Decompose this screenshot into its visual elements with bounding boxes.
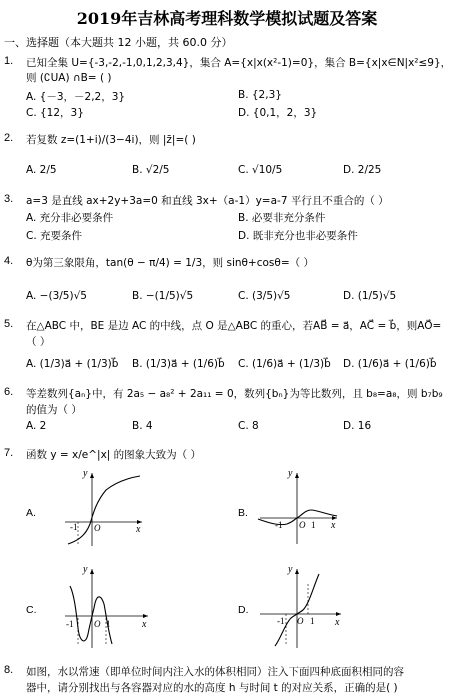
y-axis-arrow (295, 473, 299, 478)
origin-label: O (297, 616, 304, 626)
y-label: y (288, 564, 293, 575)
option-d: D. 16 (343, 420, 372, 432)
y-axis-arrow (295, 569, 299, 574)
question-text: 等差数列{aₙ}中，有 2a₅ − a₈² + 2a₁₁ = 0，数列{bₙ}为等比数列，且 b₈=a₈，则 b₇b₉ (26, 388, 443, 400)
option-c: C. 充要条件 (26, 230, 83, 242)
option-a: A. 2 (26, 420, 47, 432)
x-axis-arrow (143, 614, 148, 618)
option-d: D. (1/5)√5 (343, 290, 397, 302)
y-label: y (288, 468, 293, 479)
question-number: 2. (4, 132, 14, 144)
graph-option-c (60, 564, 155, 654)
tick-one: 1 (310, 616, 315, 626)
option-c: C. (26, 604, 37, 616)
option-d: D. (1/6)a⃗ + (1/6)b⃗ (343, 358, 437, 370)
graph-option-b (255, 468, 345, 548)
section-heading: 一、选择题（本大题共 12 小题，共 60.0 分） (4, 36, 233, 49)
option-d: D. {0,1，2，3} (238, 107, 318, 119)
option-b: B. 4 (132, 420, 153, 432)
function-curve (70, 586, 112, 644)
y-label: y (83, 564, 88, 575)
y-label: y (83, 468, 88, 479)
option-c: C. {12，3} (26, 107, 84, 119)
option-b: B. (1/3)a⃗ + (1/6)b⃗ (132, 358, 225, 370)
question-number: 3. (4, 193, 14, 205)
y-axis-arrow (90, 473, 94, 478)
question-text: 已知全集 U={-3,-2,-1,0,1,2,3,4}，集合 A={x|x(x²-1)=0}，集合 B={x|x∈N|x²≤9}， (26, 57, 452, 69)
option-b: B. √2/5 (132, 164, 170, 176)
option-c: C. 8 (238, 420, 259, 432)
option-c: C. (1/6)a⃗ + (1/3)b⃗ (238, 358, 331, 370)
question-text: 器中，请分别找出与各容器对应的水的高度 h 与时间 t 的对应关系，正确的是( ) (26, 682, 398, 694)
question-text: （ ） (26, 336, 51, 348)
question-text: 如图，水以常速（即单位时间内注入水的体积相同）注入下面四种底面积相同的容 (26, 666, 404, 678)
question-text: a=3 是直线 ax+2y+3a=0 和直线 3x+（a-1）y=a-7 平行且不重合的（ ） (26, 195, 389, 207)
origin-label: O (94, 523, 101, 533)
option-b: B. {2,3} (238, 89, 282, 101)
page-title: 2019年吉林高考理科数学模拟试题及答案 (76, 9, 378, 28)
tick-minus-one: -1 (70, 522, 78, 532)
question-text: 若复数 z=(1+i)/(3−4i)，则 |z̄|=( ) (26, 134, 196, 146)
question-number: 6. (4, 386, 14, 398)
origin-label: O (94, 619, 101, 629)
x-axis-arrow (336, 612, 341, 616)
question-text: 则 (∁UA) ∩B= ( ) (26, 72, 112, 84)
x-label: x (331, 520, 336, 531)
question-text: 的值为（ ） (26, 404, 82, 416)
option-a: A. {－3，－2,2，3} (26, 91, 126, 103)
question-number: 5. (4, 318, 14, 330)
option-a: A. 充分非必要条件 (26, 212, 114, 224)
y-axis-arrow (90, 569, 94, 574)
x-label: x (142, 619, 147, 630)
option-d: D. 既非充分也非必要条件 (238, 230, 358, 242)
question-text: 在△ABC 中，BE 是边 AC 的中线，点 O 是△ABC 的重心，若AB⃗ = a⃗，AC⃗ = b⃗，则AO⃗= (26, 320, 442, 332)
tick-minus-one: -1 (66, 619, 74, 629)
question-number: 7. (4, 447, 14, 459)
tick-minus-one: -1 (275, 520, 283, 530)
question-text: 函数 y = x/e^|x| 的图象大致为（ ） (26, 449, 201, 461)
origin-label: O (299, 520, 306, 530)
question-text: θ为第三象限角，tan(θ − π/4) = 1/3，则 sinθ+cosθ=（ ） (26, 257, 314, 269)
option-b: B. (238, 507, 248, 519)
option-b: B. −(1/5)√5 (132, 290, 194, 302)
option-a: A. 2/5 (26, 164, 57, 176)
tick-one: 1 (106, 619, 111, 629)
graph-option-a (60, 468, 150, 548)
tick-minus-one: -1 (277, 616, 285, 626)
question-number: 4. (4, 255, 14, 267)
function-curve (68, 476, 140, 544)
question-number: 1. (4, 55, 14, 67)
graph-option-d (255, 564, 350, 654)
option-d: D. (238, 604, 249, 616)
function-curve (258, 510, 337, 525)
option-a: A. −(3/5)√5 (26, 290, 87, 302)
option-c: C. (3/5)√5 (238, 290, 291, 302)
tick-one: 1 (311, 520, 316, 530)
option-b: B. 必要非充分条件 (238, 212, 326, 224)
x-label: x (136, 524, 141, 535)
option-d: D. 2/25 (343, 164, 382, 176)
question-number: 8. (4, 664, 14, 676)
option-a: A. (26, 507, 36, 519)
option-c: C. √10/5 (238, 164, 283, 176)
x-label: x (335, 617, 340, 628)
option-a: A. (1/3)a⃗ + (1/3)b⃗ (26, 358, 119, 370)
